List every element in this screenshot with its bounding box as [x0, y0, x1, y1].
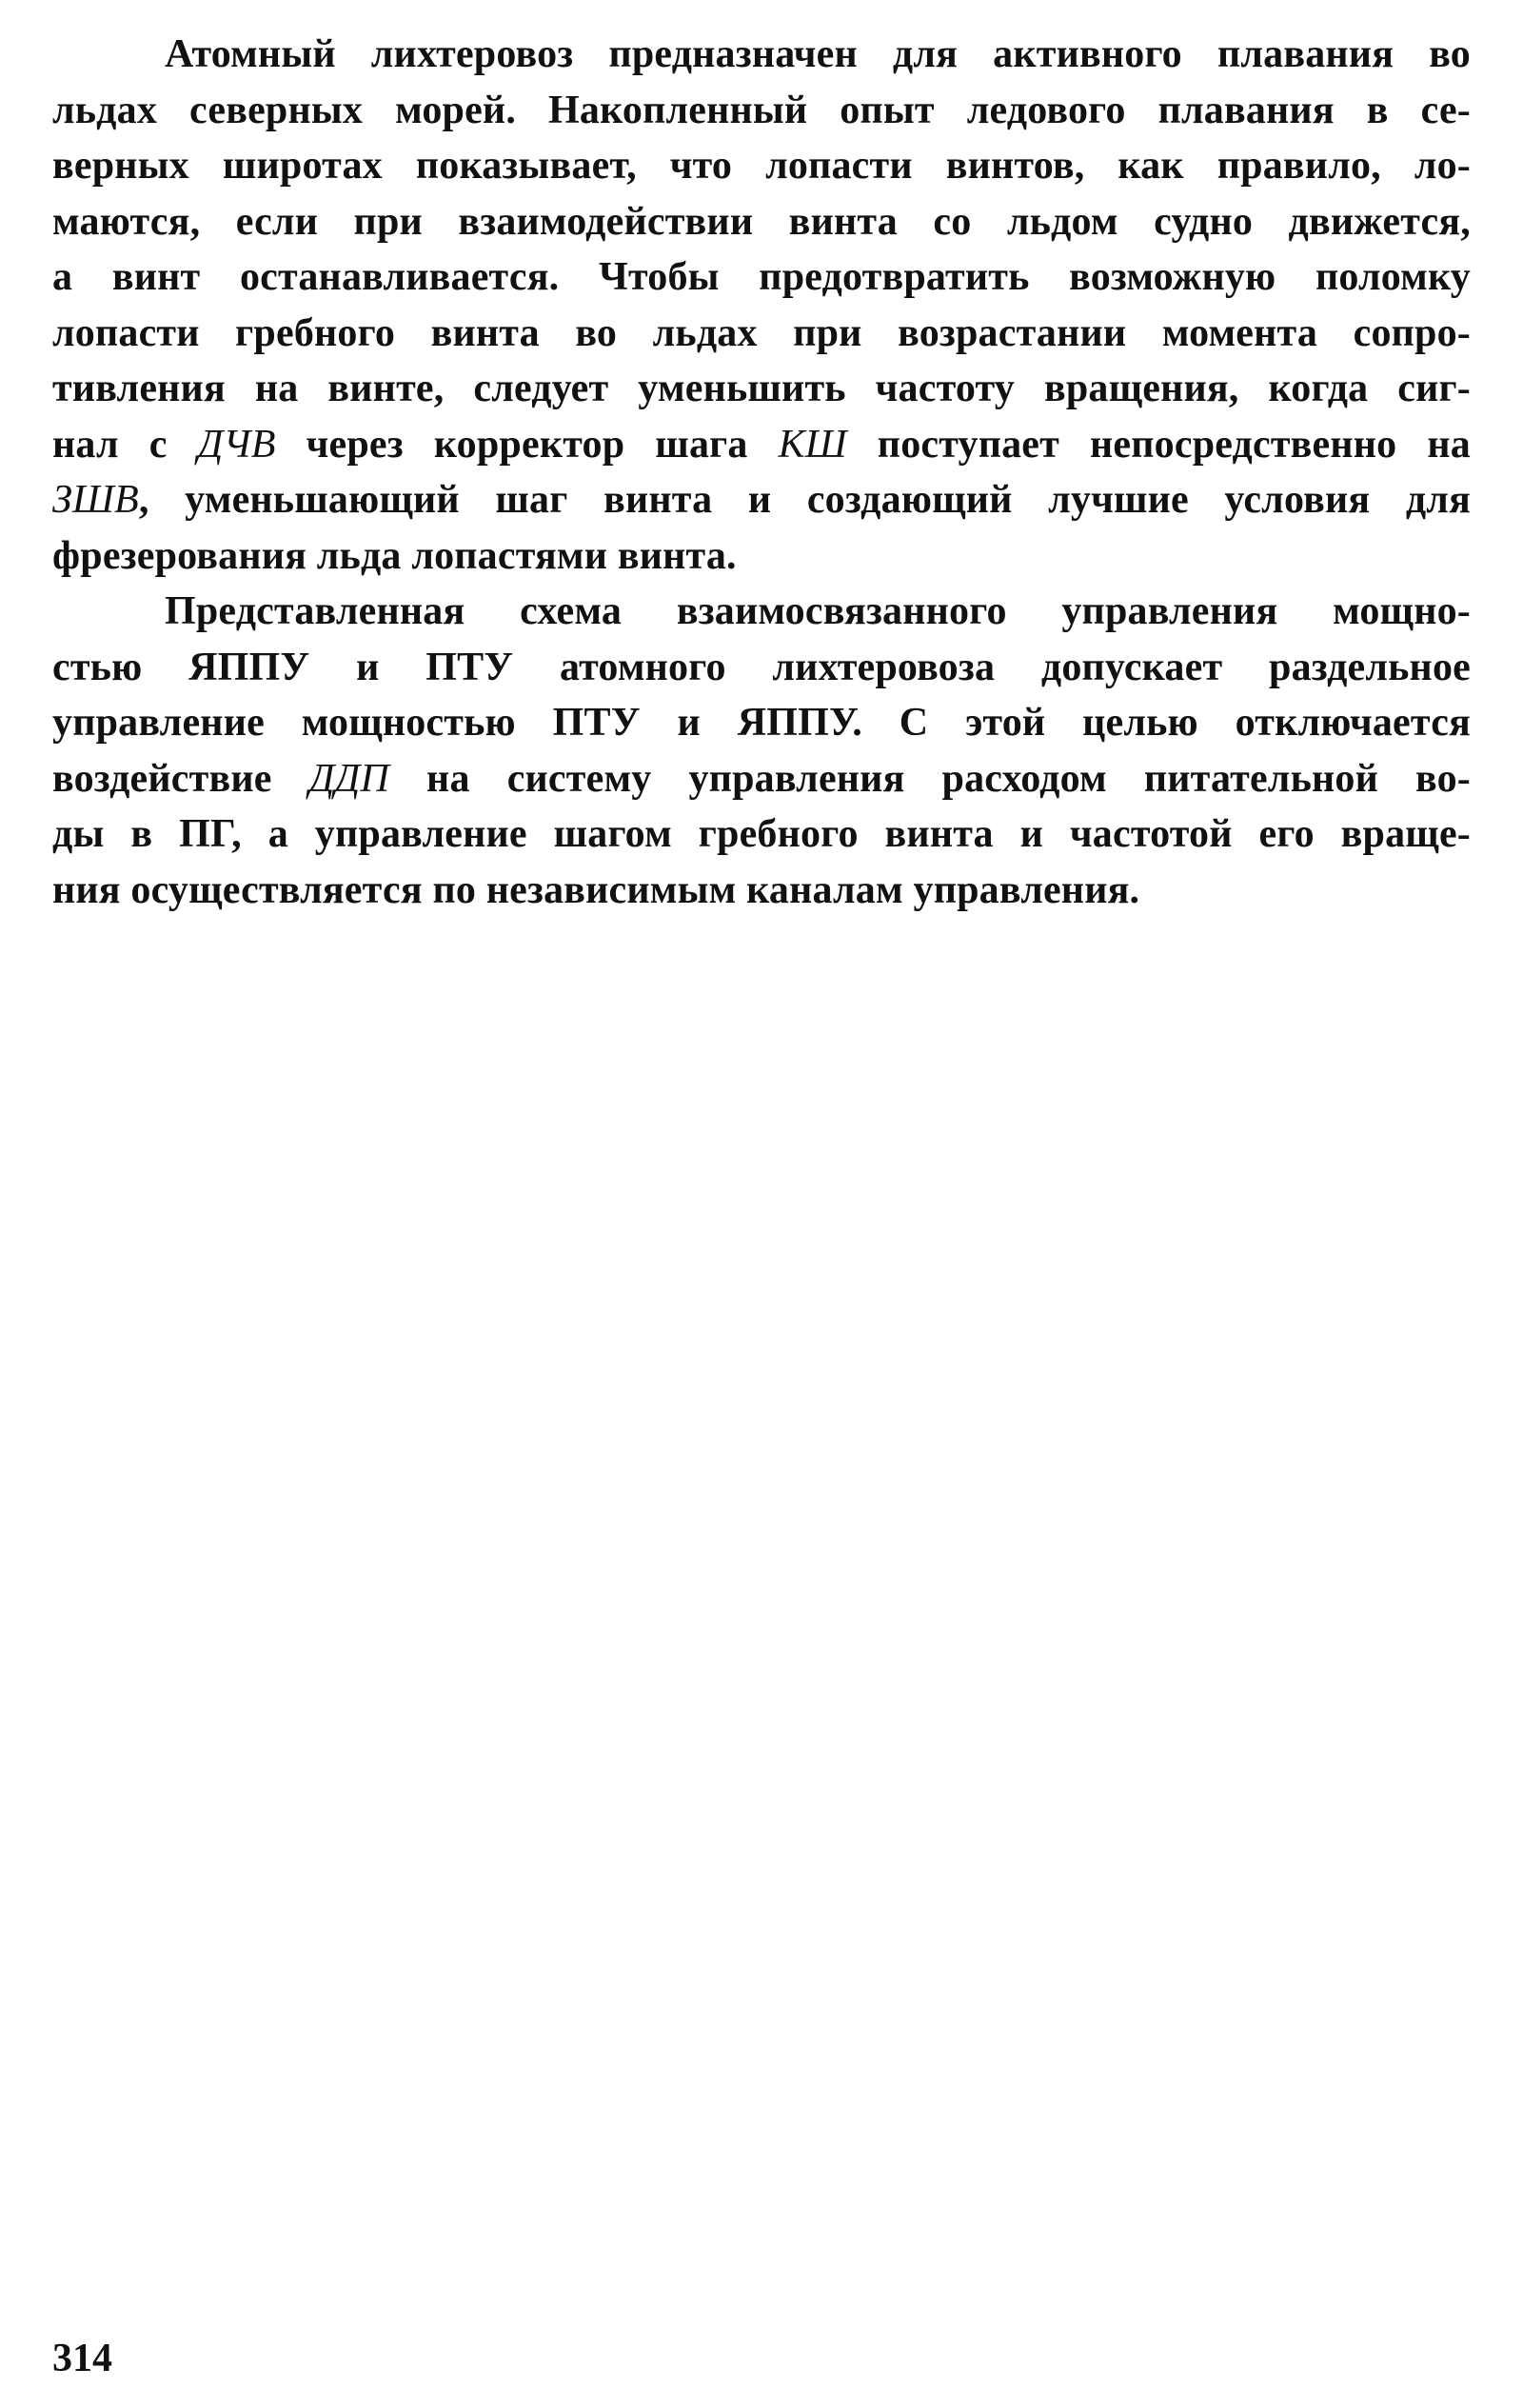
text-line [52, 695, 1471, 751]
paragraph [52, 27, 1471, 584]
text-line [52, 138, 1471, 194]
text-line [52, 528, 1471, 585]
text-segment: лопасти гребного винта во льдах при возрастании момента сопро- [52, 310, 1471, 355]
text-segment: на систему управления расходом питательной во- [389, 756, 1471, 801]
text-segment: фрезерования льда лопастями винта. [52, 533, 737, 578]
text-line [52, 806, 1471, 863]
text-line [52, 640, 1471, 696]
italic-symbol: ЗШВ [52, 478, 139, 522]
page-number: 314 [52, 2337, 112, 2380]
text-segment: воздействие [52, 756, 309, 801]
text-line [52, 249, 1471, 306]
text-line [52, 306, 1471, 362]
text-segment: ния осуществляется по независимым каналам управления. [52, 867, 1140, 912]
text-segment: управление мощностью ПТУ и ЯППУ. С этой целью отключается [52, 701, 1471, 745]
text-segment: верных широтах показывает, что лопасти винтов, как правило, ло- [52, 144, 1471, 188]
text-line [52, 83, 1471, 139]
text-line [52, 584, 1471, 640]
italic-symbol: ДЧВ [197, 422, 276, 467]
text-line [52, 863, 1471, 919]
italic-symbol: КШ [778, 422, 847, 467]
text-segment: ды в ПГ, а управление шагом гребного винта и частотой его враще- [52, 812, 1471, 856]
text-line [52, 194, 1471, 250]
body-text [52, 27, 1471, 918]
text-line [52, 361, 1471, 417]
text-segment: а винт останавливается. Чтобы предотвратить возможную поломку [52, 255, 1471, 299]
text-line [52, 751, 1471, 807]
paragraph [52, 584, 1471, 918]
text-segment: Представленная схема взаимосвязанного управления мощно- [165, 589, 1471, 633]
text-line [52, 472, 1471, 528]
text-segment: , уменьшающий шаг винта и создающий лучшие условия для [138, 478, 1471, 522]
text-segment: Атомный лихтеровоз предназначен для активного плавания во [165, 32, 1471, 76]
text-segment: тивления на винте, следует уменьшить частоту вращения, когда сиг- [52, 367, 1471, 410]
text-segment: маются, если при взаимодействии винта со льдом судно движется, [52, 199, 1471, 244]
text-line [52, 417, 1471, 473]
italic-symbol: ДДП [308, 756, 390, 801]
text-segment: через корректор шага [275, 422, 779, 467]
text-segment: льдах северных морей. Накопленный опыт ледового плавания в се- [52, 88, 1471, 132]
text-line [52, 27, 1471, 83]
text-segment: стью ЯППУ и ПТУ атомного лихтеровоза допускает раздельное [52, 645, 1471, 689]
text-segment: поступает непосредственно на [846, 422, 1472, 467]
text-segment: нал с [52, 422, 198, 467]
